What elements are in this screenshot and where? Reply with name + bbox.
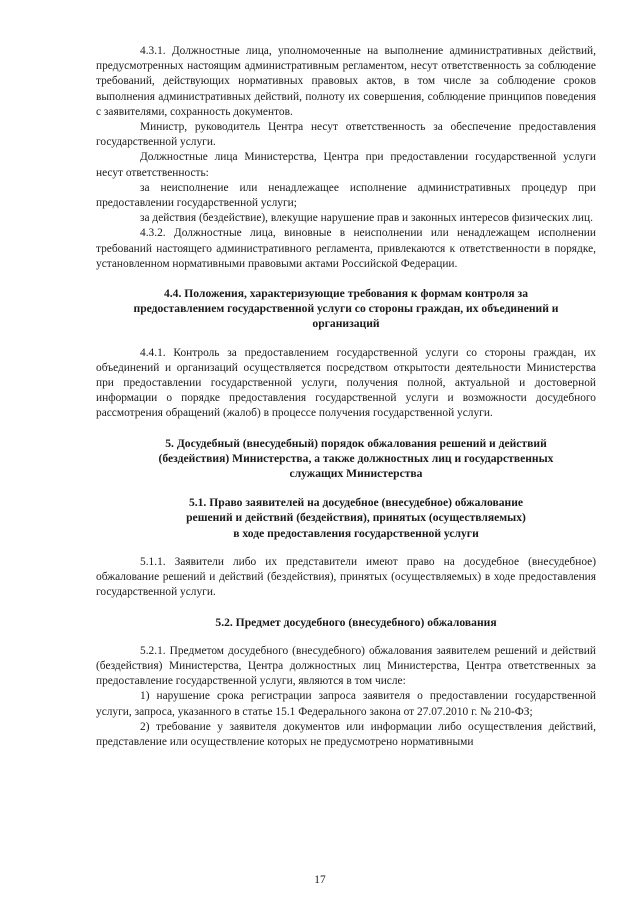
paragraph-4-4-1: 4.4.1. Контроль за предоставлением государственной услуги со стороны граждан, их объединений и организаций осуществляется посредством открытости деятельности Министерства при предоставлении государственной услуги, получения полной, актуальной и достоверной информации о порядке предоставления государственной услуги и возможности досудебного рассмотрения обращений (жалоб) в процессе получения государственной услуги. <box>96 346 596 420</box>
paragraph-5-1-1: 5.1.1. Заявители либо их представители имеют право на досудебное (внесудебное) обжалование решений и действий (бездействия), принятых (осуществляемых) в ходе предоставления государственной услуги. <box>96 555 596 599</box>
heading-4-4-line-2: предоставлением государственной услуги со стороны граждан, их объединений и <box>133 302 559 316</box>
list-item-1: 1) нарушение срока регистрации запроса заявителя о предоставлении государственной услуги, запроса, указанного в статье 15.1 Федерального закона от 27.07.2010 г. № 210-ФЗ; <box>96 690 596 718</box>
heading-5-line-2: (бездействия) Министерства, а также должностных лиц и государственных <box>158 451 554 465</box>
paragraph-nonperformance: за неисполнение или ненадлежащее исполнение административных процедур при предоставлении государственной услуги; <box>96 181 596 210</box>
heading-4-4-line-1: 4.4. Положения, характеризующие требования к формам контроля за <box>163 287 529 301</box>
section-heading-5-2: 5.2. Предмет досудебного (внесудебного) обжалования <box>215 615 497 629</box>
section-heading-5-1 <box>96 495 596 541</box>
heading-5-1-line-1: 5.1. Право заявителей на досудебное (внесудебное) обжалование <box>188 496 524 510</box>
paragraph-actions: за действия (бездействие), влекущие нарушение прав и законных интересов физических лиц. <box>140 212 593 225</box>
heading-5-1-line-2: решений и действий (бездействия), принятых (осуществляемых) <box>186 511 526 525</box>
paragraph-5-2-1: 5.2.1. Предметом досудебного (внесудебного) обжалования заявителем решений и действий (бездействия) Министерства, Центра должностных лиц Министерства, Центра ответственных за предоставление государственной услуги, являются в том числе: <box>96 644 596 688</box>
paragraph-4-3-1: 4.3.1. Должностные лица, уполномоченные на выполнение административных действий, предусмотренных настоящим административным регламентом, несут ответственность за соблюдение требований, действующих нормативных правовых актов, в том числе за соблюдение сроков выполнения административных действий, полноту их совершения, соблюдение принципов поведения с заявителями, сохранность документов. <box>96 45 596 118</box>
paragraph-officials-responsibility: Должностные лица Министерства, Центра при предоставлении государственной услуги несут ответственность: <box>96 151 596 179</box>
paragraph-4-3-2: 4.3.2. Должностные лица, виновные в неисполнении или ненадлежащем исполнении требований настоящего административного регламента, привлекаются к ответственности в порядке, установленном нормативными правовыми актами Российской Федерации. <box>96 227 596 270</box>
section-heading-4-4 <box>96 286 596 332</box>
page-number: 17 <box>314 874 326 886</box>
section-heading-5 <box>96 436 596 482</box>
list-item-2: 2) требование у заявителя документов или информации либо осуществления действий, представление или осуществление которых не предусмотрено нормативными <box>96 720 596 748</box>
heading-5-line-1: 5. Досудебный (внесудебный) порядок обжалования решений и действий <box>165 436 547 450</box>
heading-4-4-line-3: организаций <box>312 317 380 331</box>
heading-5-line-3: служащих Министерства <box>289 467 423 481</box>
paragraph-minister-responsibility: Министр, руководитель Центра несут ответственность за обеспечение предоставления государственной услуги. <box>96 121 596 149</box>
heading-5-1-line-3: в ходе предоставления государственной услуги <box>233 526 479 540</box>
